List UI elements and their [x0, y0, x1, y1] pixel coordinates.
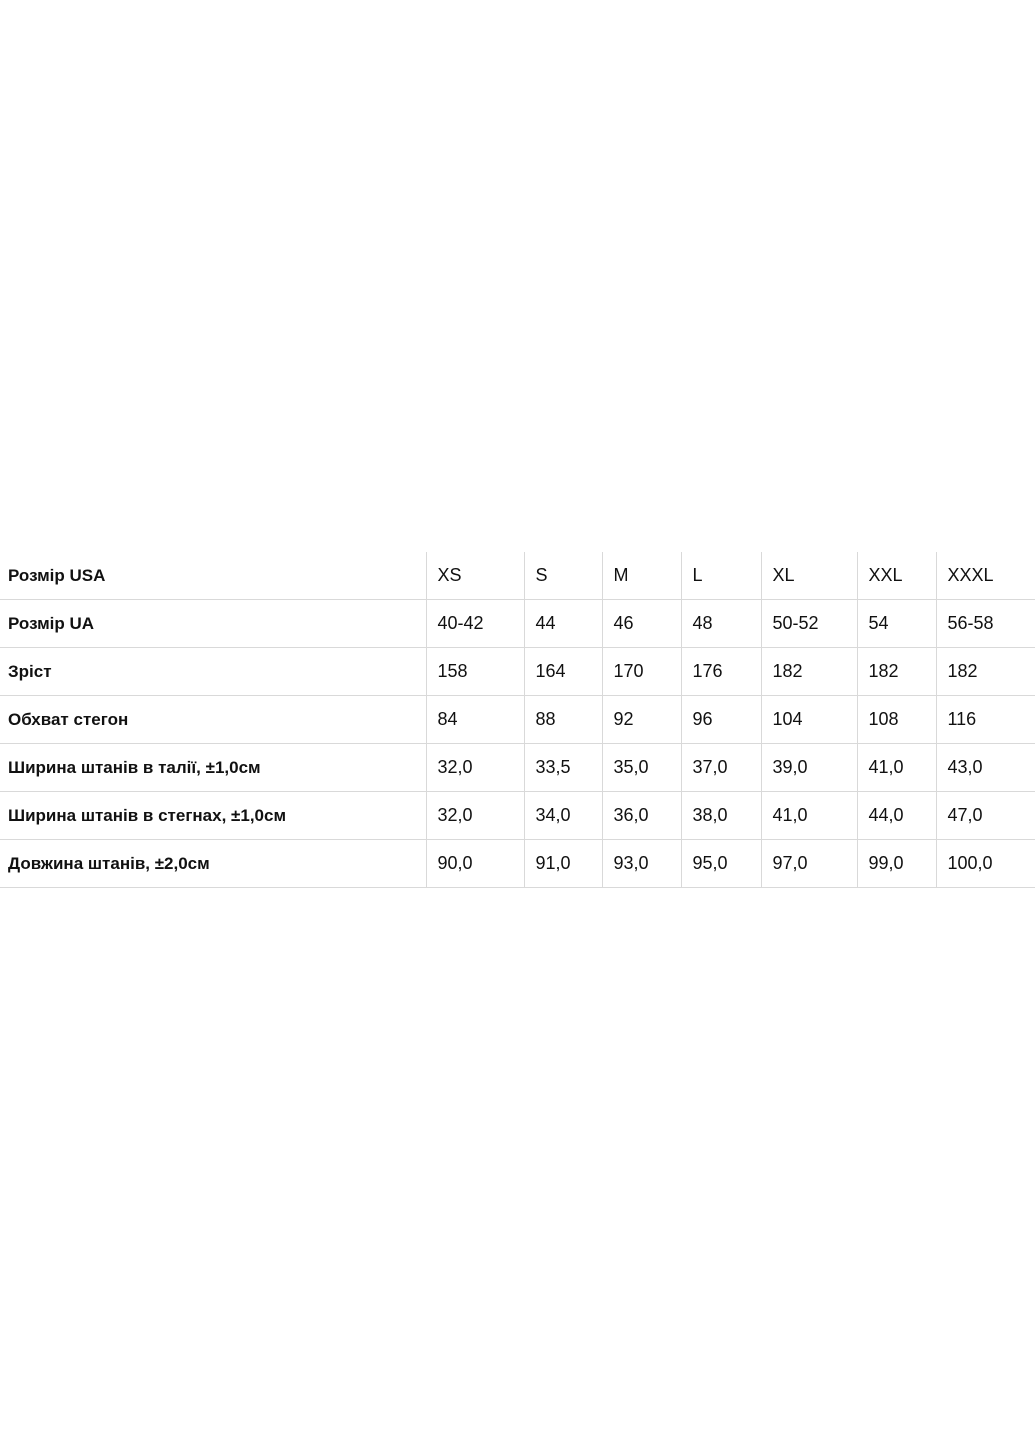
table-cell: 33,5: [524, 744, 602, 792]
table-cell: 56-58: [936, 600, 1035, 648]
table-cell: 90,0: [426, 840, 524, 888]
table-cell: 43,0: [936, 744, 1035, 792]
table-cell: 41,0: [857, 744, 936, 792]
table-cell: 41,0: [761, 792, 857, 840]
table-row-pants-length: [0, 840, 1035, 888]
table-cell: 99,0: [857, 840, 936, 888]
table-cell: 158: [426, 648, 524, 696]
table-cell: 93,0: [602, 840, 681, 888]
table-cell: 44: [524, 600, 602, 648]
table-cell: 182: [857, 648, 936, 696]
row-label: Розмір UA: [0, 600, 426, 648]
table-cell: XXL: [857, 552, 936, 600]
table-row-height: [0, 648, 1035, 696]
table-cell: 182: [761, 648, 857, 696]
table-cell: 100,0: [936, 840, 1035, 888]
row-label: Довжина штанів, ±2,0см: [0, 840, 426, 888]
table-row-size-ua: [0, 600, 1035, 648]
size-chart-table: [0, 552, 1035, 888]
table-cell: 39,0: [761, 744, 857, 792]
table-cell: 176: [681, 648, 761, 696]
table-cell: 84: [426, 696, 524, 744]
table-cell: XS: [426, 552, 524, 600]
table-cell: 116: [936, 696, 1035, 744]
table-cell: S: [524, 552, 602, 600]
table-cell: 170: [602, 648, 681, 696]
table-cell: M: [602, 552, 681, 600]
table-cell: 54: [857, 600, 936, 648]
table-cell: 34,0: [524, 792, 602, 840]
table-cell: 36,0: [602, 792, 681, 840]
table-cell: 32,0: [426, 744, 524, 792]
table-cell: 182: [936, 648, 1035, 696]
table-row-hip-girth: [0, 696, 1035, 744]
table-cell: 91,0: [524, 840, 602, 888]
table-row-size-usa: [0, 552, 1035, 600]
table-cell: 104: [761, 696, 857, 744]
table-row-waist-width: [0, 744, 1035, 792]
table-cell: 95,0: [681, 840, 761, 888]
table-cell: 44,0: [857, 792, 936, 840]
table-cell: 37,0: [681, 744, 761, 792]
table-cell: 92: [602, 696, 681, 744]
table-cell: XL: [761, 552, 857, 600]
table-cell: 47,0: [936, 792, 1035, 840]
table-cell: 35,0: [602, 744, 681, 792]
table-row-hip-width: [0, 792, 1035, 840]
row-label: Зріст: [0, 648, 426, 696]
table-cell: 40-42: [426, 600, 524, 648]
table-cell: 88: [524, 696, 602, 744]
row-label: Ширина штанів в талії, ±1,0см: [0, 744, 426, 792]
table-cell: XXXL: [936, 552, 1035, 600]
row-label: Ширина штанів в стегнах, ±1,0см: [0, 792, 426, 840]
table-cell: 48: [681, 600, 761, 648]
table-cell: 164: [524, 648, 602, 696]
table-cell: 38,0: [681, 792, 761, 840]
row-label: Розмір USA: [0, 552, 426, 600]
table-cell: 108: [857, 696, 936, 744]
table-cell: 46: [602, 600, 681, 648]
table-cell: 96: [681, 696, 761, 744]
table-cell: L: [681, 552, 761, 600]
table-cell: 32,0: [426, 792, 524, 840]
table-cell: 97,0: [761, 840, 857, 888]
row-label: Обхват стегон: [0, 696, 426, 744]
table-cell: 50-52: [761, 600, 857, 648]
